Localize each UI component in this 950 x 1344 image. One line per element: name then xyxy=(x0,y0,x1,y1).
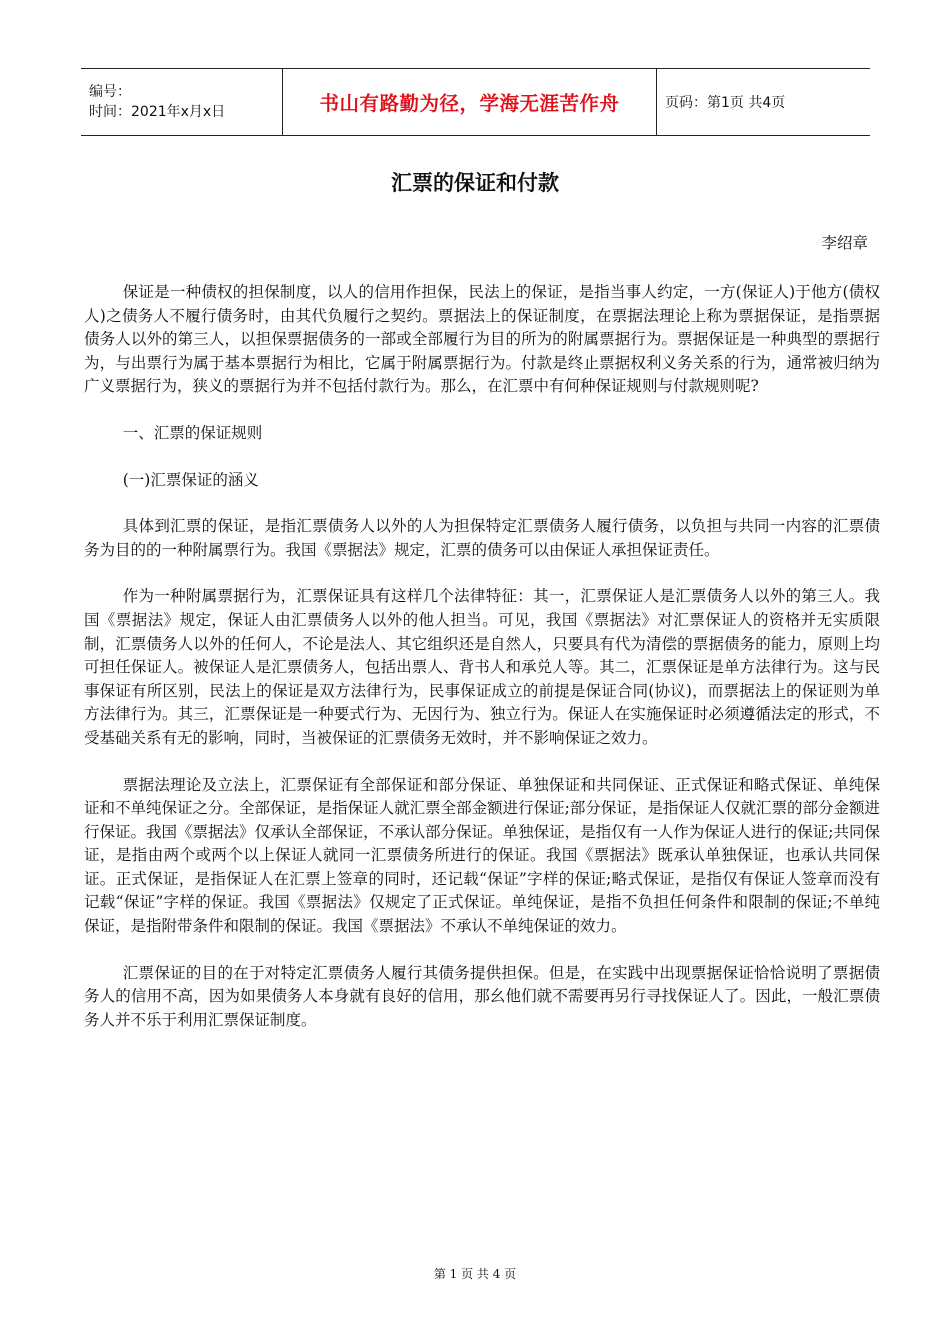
document-number-label: 编号： xyxy=(89,84,131,100)
header-page-info: 页码：第1页 共4页 xyxy=(665,95,786,111)
document-title: 汇票的保证和付款 xyxy=(391,171,559,195)
paragraph: 保证是一种债权的担保制度，以人的信用作担保，民法上的保证，是指当事人约定，一方(保证人)于他方(债权人)之债务人不履行债务时，由其代负履行之契约。票据法上的保证制度，在票据法理论上称为票据保证，是指票据债务人以外的第三人，以担保票据债务的一部或全部履行为目的所为的附属票据行为。票据保证是一种典型的票据行为，与出票行为属于基本票据行为相比，它属于附属票据行为。付款是终止票据权利义务关系的行为，通常被归纳为广义票据行为，狭义的票据行为并不包括付款行为。那么，在汇票中有何种保证规则与付款规则呢? xyxy=(84,283,880,396)
section-heading: 一、汇票的保证规则 xyxy=(122,423,263,442)
page-header xyxy=(81,68,870,136)
header-meta xyxy=(81,69,282,135)
header-page-info-cell xyxy=(657,69,870,135)
paragraph: 票据法理论及立法上，汇票保证有全部保证和部分保证、单独保证和共同保证、正式保证和略式保证、单纯保证和不单纯保证之分。全部保证，是指保证人就汇票全部金额进行保证;部分保证，是指保证人仅就汇票的部分金额进行保证。我国《票据法》仅承认全部保证，不承认部分保证。单独保证，是指仅有一人作为保证人进行的保证;共同保证，是指由两个或两个以上保证人就同一汇票债务所进行的保证。我国《票据法》既承认单独保证，也承认共同保证。正式保证，是指保证人在汇票上签章的同时，还记载“保证”字样的保证;略式保证，是指仅有保证人签章而没有记载“保证”字样的保证。我国《票据法》仅规定了正式保证。单纯保证，是指不负担任何条件和限制的保证;不单纯保证，是指附带条件和限制的保证。我国《票据法》不承认不单纯保证的效力。 xyxy=(84,775,880,936)
paragraph: 具体到汇票的保证，是指汇票债务人以外的人为担保特定汇票债务人履行债务，以负担与共同一内容的汇票债务为目的的一种附属票行为。我国《票据法》规定，汇票的债务可以由保证人承担保证责任。 xyxy=(84,517,880,559)
paragraph: 汇票保证的目的在于对特定汇票债务人履行其债务提供担保。但是，在实践中出现票据保证恰恰说明了票据债务人的信用不高，因为如果债务人本身就有良好的信用，那幺他们就不需要再另行寻找保证人了。因此，一般汇票债务人并不乐于利用汇票保证制度。 xyxy=(84,963,880,1029)
document-body xyxy=(84,281,880,1055)
document-author: 李绍章 xyxy=(821,234,868,252)
paragraph: 作为一种附属票据行为，汇票保证具有这样几个法律特征：其一，汇票保证人是汇票债务人以外的第三人。我国《票据法》规定，保证人由汇票债务人以外的他人担当。可见，我国《票据法》对汇票保证人的资格并无实质限制，汇票债务人以外的任何人，不论是法人、其它组织还是自然人，只要具有代为清偿的票据债务的能力，原则上均可担任保证人。被保证人是汇票债务人，包括出票人、背书人和承兑人等。其二，汇票保证是单方法律行为。这与民事保证有所区别，民法上的保证是双方法律行为，民事保证成立的前提是保证合同(协议)，而票据法上的保证则为单方法律行为。其三，汇票保证是一种要式行为、无因行为、独立行为。保证人在实施保证时必须遵循法定的形式，不受基础关系有无的影响，同时，当被保证的汇票债务无效时，并不影响保证之效力。 xyxy=(84,587,880,747)
subsection-heading: (一)汇票保证的涵义 xyxy=(122,470,259,489)
header-motto: 书山有路勤为径，学海无涯苦作舟 xyxy=(319,92,620,115)
page-footer-number: 第 1 页 共 4 页 xyxy=(433,1267,517,1281)
header-motto-cell xyxy=(282,69,657,135)
document-date: 时间：2021年x月x日 xyxy=(89,104,226,120)
